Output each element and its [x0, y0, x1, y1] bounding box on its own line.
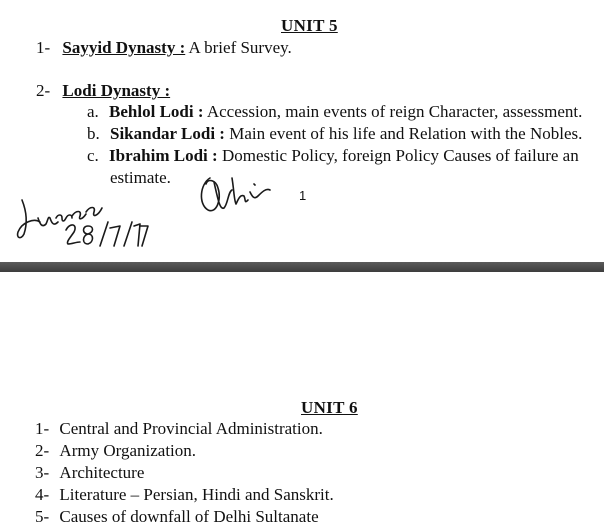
unit5-item-1	[36, 38, 292, 58]
item-number: 2-	[35, 441, 50, 460]
unit5-subitem-b	[87, 124, 582, 144]
unit5-subitem-c-continuation: estimate.	[110, 168, 171, 187]
item-number: 5-	[35, 507, 50, 526]
item-number: 1-	[36, 38, 51, 57]
subitem-letter: b.	[87, 124, 100, 143]
subitem-name: Behlol Lodi :	[109, 102, 204, 121]
subitem-text: Main event of his life and Relation with the Nobles.	[224, 124, 583, 143]
item-heading: Sayyid Dynasty :	[62, 38, 186, 57]
subitem-letter: c.	[87, 146, 99, 165]
unit6-item-4	[35, 485, 334, 505]
item-text: Literature – Persian, Hindi and Sanskrit.	[59, 485, 334, 504]
unit6-item-3	[35, 463, 144, 483]
unit6-item-5	[35, 507, 319, 527]
subitem-name: Sikandar Lodi :	[110, 124, 225, 143]
item-text: Army Organization.	[59, 441, 197, 460]
item-text: Architecture	[59, 463, 145, 482]
item-number: 4-	[35, 485, 50, 504]
page-number: 1	[299, 188, 307, 203]
item-text: Central and Provincial Administration.	[59, 419, 323, 438]
unit5-subitem-a	[87, 102, 582, 122]
item-number: 2-	[36, 81, 51, 100]
unit5-subitem-c	[87, 146, 579, 166]
unit6-title: UNIT 6	[301, 398, 358, 417]
item-number: 3-	[35, 463, 50, 482]
unit5-title: UNIT 5	[281, 16, 338, 35]
item-heading: Lodi Dynasty :	[62, 81, 171, 100]
unit6-item-1	[35, 419, 323, 439]
page-divider	[0, 262, 604, 272]
subitem-letter: a.	[87, 102, 99, 121]
unit6-item-2	[35, 441, 196, 461]
handwritten-date-icon	[60, 216, 150, 250]
item-text: A brief Survey.	[185, 38, 292, 57]
subitem-text: Accession, main events of reign Character, assessment.	[203, 102, 583, 121]
subitem-name: Ibrahim Lodi :	[109, 146, 218, 165]
item-number: 1-	[35, 419, 50, 438]
item-text: Causes of downfall of Delhi Sultanate	[59, 507, 319, 526]
subitem-text: Domestic Policy, foreign Policy Causes of failure an	[217, 146, 579, 165]
signature-middle-icon	[194, 170, 274, 220]
unit5-item-2	[36, 81, 170, 101]
